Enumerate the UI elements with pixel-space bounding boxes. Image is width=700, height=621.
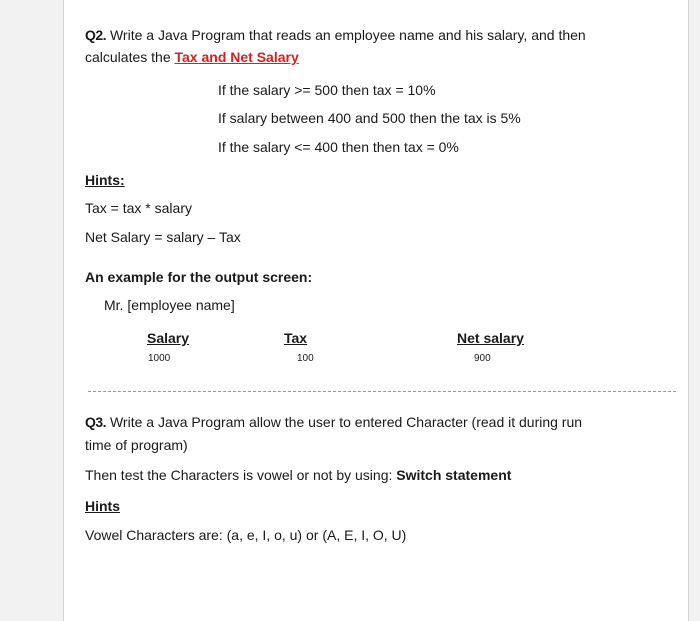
q2-example-heading: An example for the output screen: bbox=[85, 269, 313, 285]
q3-line2: time of program) bbox=[85, 437, 188, 453]
q3-title-line bbox=[85, 413, 582, 431]
section-divider bbox=[88, 391, 676, 392]
q3-line3-prefix: Then test the Characters is vowel or not by using: bbox=[85, 467, 397, 483]
q2-hint-2: Net Salary = salary – Tax bbox=[85, 229, 241, 245]
q3-vowels-line: Vowel Characters are: (a, e, I, o, u) or (A, E, I, O, U) bbox=[85, 527, 407, 543]
q2-rule-1: If the salary >= 500 then tax = 10% bbox=[218, 82, 436, 98]
table-value-net-salary: 900 bbox=[474, 353, 491, 364]
table-header-salary: Salary bbox=[147, 330, 190, 346]
q2-second-line bbox=[85, 48, 299, 66]
q2-hint-1: Tax = tax * salary bbox=[85, 200, 192, 216]
q2-rule-3: If the salary <= 400 then then tax = 0% bbox=[218, 139, 459, 155]
table-header-tax: Tax bbox=[284, 330, 308, 346]
q2-example-name: Mr. [employee name] bbox=[104, 297, 235, 313]
q3-number: Q3. bbox=[85, 414, 107, 430]
q2-title-line bbox=[85, 26, 586, 44]
document-page bbox=[63, 0, 689, 621]
q3-third-line bbox=[85, 466, 511, 484]
q3-switch-statement: Switch statement bbox=[396, 467, 512, 483]
q2-number: Q2. bbox=[85, 27, 107, 43]
table-header-net-salary: Net salary bbox=[457, 330, 524, 346]
q3-line1: Write a Java Program allow the user to entered Character (read it during run bbox=[109, 414, 583, 430]
q2-line1: Write a Java Program that reads an employee name and his salary, and then bbox=[109, 27, 586, 43]
q3-hints-heading: Hints bbox=[85, 498, 120, 514]
q2-rule-2: If salary between 400 and 500 then the tax is 5% bbox=[218, 110, 521, 126]
table-value-salary: 1000 bbox=[148, 353, 171, 364]
q2-hints-heading: Hints: bbox=[85, 172, 125, 188]
q2-tax-net-salary-link[interactable]: Tax and Net Salary bbox=[174, 49, 299, 65]
q2-line2-prefix: calculates the bbox=[85, 49, 175, 65]
table-value-tax: 100 bbox=[297, 353, 314, 364]
